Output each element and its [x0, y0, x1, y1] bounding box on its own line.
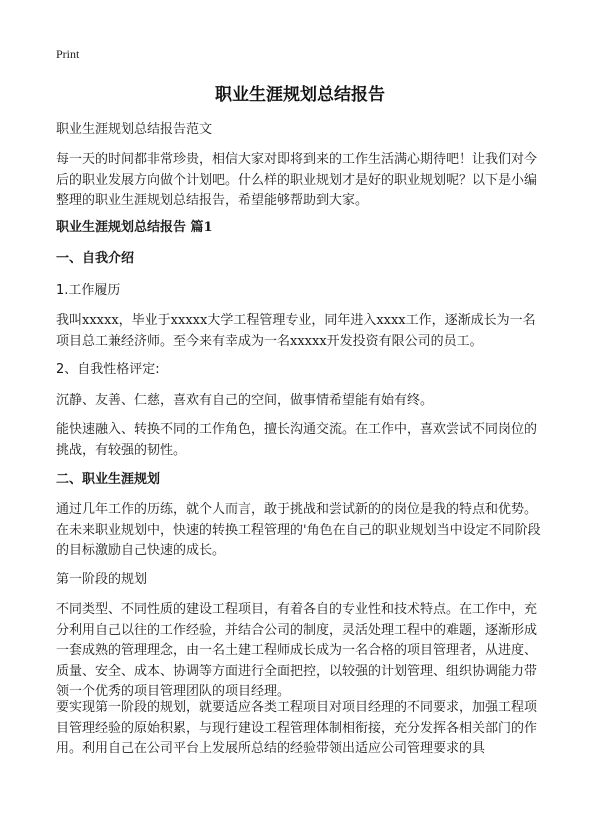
section2-paragraph: 通过几年工作的历练，就个人而言，敢于挑战和尝试新的的岗位是我的特点和优势。在未来职业规划中，快速的转换工程管理的'角色在自己的职业规划当中设定不同阶段的目标激励自己快速的成长。: [56, 502, 541, 558]
part-heading: 职业生涯规划总结报告 篇1: [56, 220, 213, 235]
print-label[interactable]: Print: [56, 47, 80, 61]
stage1-paragraph-1: 不同类型、不同性质的建设工程项目，有着各自的专业性和技术特点。在工作中，充分利用自己以往的工作经验，并结合公司的制度，灵活处理工程中的难题，逐渐形成一套成熟的管理理念，由一名土建工程师成长成为一名合格的项目管理者，从进度、质量、安全、成本、协调等方面进行全面把控，以较强的计划管理、组织协调能力带领一个优秀的项目管理团队的项目经理。: [56, 602, 538, 699]
page-title: 职业生涯规划总结报告: [215, 85, 385, 105]
stage1-paragraph-2: 要实现第一阶段的规划，就要适应各类工程项目对项目经理的不同要求，加强工程项目管理经验的原始积累，与现行建设工程管理体制相衔接，充分发挥各相关部门的作用。利用自己在公司平台上发展所总结的经验带领出适应公司管理要求的具: [56, 700, 538, 756]
item1-label: 1.工作履历: [56, 283, 121, 298]
item2-paragraph-2: 能快速融入、转换不同的工作角色，擅长沟通交流。在工作中，喜欢尝试不同岗位的挑战，有较强的韧性。: [56, 422, 538, 458]
section1-heading: 一、自我介绍: [56, 251, 135, 266]
item1-paragraph: 我叫xxxxx，毕业于xxxxx大学工程管理专业，同年进入xxxx工作，逐渐成长为一名项目总工兼经济师。至今来有幸成为一名xxxxx开发投资有限公司的员工。: [56, 313, 536, 349]
item2-label: 2、自我性格评定:: [56, 362, 160, 377]
intro-paragraph: 每一天的时间都非常珍贵，相信大家对即将到来的工作生活满心期待吧！让我们对今后的职业发展方向做个计划吧。什么样的职业规划才是好的职业规划呢？以下是小编整理的职业生涯规划总结报告，希望能够帮助到大家。: [56, 152, 538, 208]
stage1-label: 第一阶段的规划: [56, 572, 148, 587]
item2-paragraph-1: 沉静、友善、仁慈，喜欢有自己的空间，做事情希望能有始有终。: [56, 393, 434, 408]
section2-heading: 二、职业生涯规划: [56, 472, 161, 487]
document-subtitle: 职业生涯规划总结报告范文: [56, 122, 213, 137]
